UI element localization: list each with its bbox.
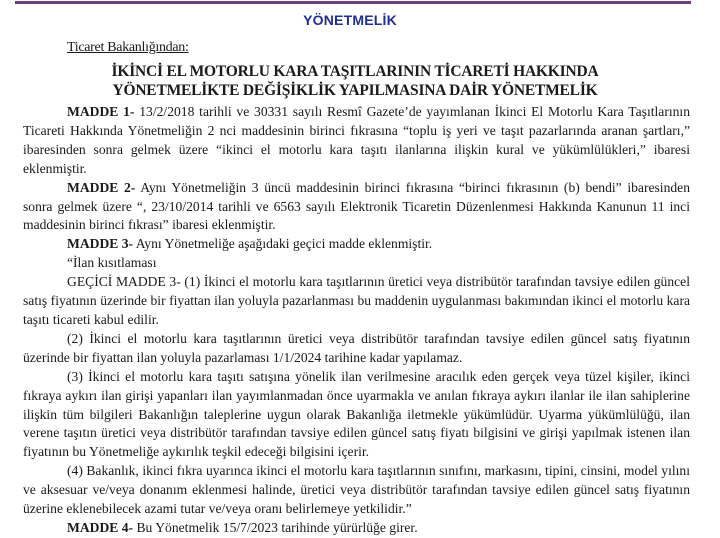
issuing-ministry: Ticaret Bakanlığından: [67, 40, 189, 55]
article-4-label: MADDE 4- [67, 519, 134, 535]
article-1-label: MADDE 1- [67, 104, 135, 119]
provisional-paragraph-4: (4) Bakanlık, ikinci fıkra uyarınca ikinci el motorlu kara taşıtlarının sınıfını, markasını, tipini, cinsini, model yılını ve aksesuar ve/veya donanım eklenmesi halinde, üretici veya distribütör tarafından tavsiye edilen güncel satış fiyatının üzerine eklenebilecek azami tutar ve/veya oranı belirlemeye yetkilidir.” [23, 463, 690, 517]
article-2 [23, 179, 690, 236]
article-4-text: Bu Yönetmelik 15/7/2023 tarihinde yürürlüğe girer. [133, 519, 418, 535]
provisional-paragraph-1: GEÇİCİ MADDE 3- (1) İkinci el motorlu kara taşıtlarının üretici veya distribütör tarafından tavsiye edilen güncel satış fiyatının üzerinde bir fiyattan ilan yoluyla pazarlanması bu maddenin uygulanması bakımından ikinci el motorlu kara taşıtı ticareti kabul edilir. [23, 274, 690, 327]
article-4 [23, 519, 690, 538]
document-body [23, 103, 690, 538]
document-type-heading: YÖNETMELİK [303, 12, 397, 28]
provisional-paragraph-2: (2) İkinci el motorlu kara taşıtlarının üretici veya distribütör tarafından tavsiye edilen güncel satış fiyatının üzerinde bir fiyattan ilan yoluyla pazarlaması 1/1/2024 tarihine kadar yapılamaz. [23, 330, 690, 365]
article-2-label: MADDE 2- [67, 179, 136, 195]
article-3-text: Aynı Yönetmeliğe aşağıdaki geçici madde eklenmiştir. [133, 236, 433, 252]
title-line-2: YÖNETMELİKTE DEĞİŞİKLİK YAPILMASINA DAİR YÖNETMELİK [112, 82, 598, 99]
provisional-paragraph-3: (3) İkinci el motorlu kara taşıtı satışına yönelik ilan verilmesine aracılık eden gerçek veya tüzel kişiler, ikinci fıkraya aykırı ilan girişi yapanları ilan yayımlanmadan önce uyarmakla ve anılan fıkraya aykırı ilanlar ile ilan sahiplerine ilişkin tüm bilgileri Bakanlığın taleplerine uygun olarak Bakanlığa iletmekle yükümlüdür. Uyarma yükümlülüğü, ilan verene taşıtın üretici veya distribütör tarafından tavsiye edilen güncel satış fiyatı bilgisini ve girişi yapılmak istenen ilan fiyatının bu Yönetmeliğe aykırılık teşkil edeceği bilgisini içerir. [23, 368, 690, 460]
provisional-heading: “İlan kısıtlaması [67, 255, 157, 271]
article-2-text: Aynı Yönetmeliğin 3 üncü maddesinin birinci fıkrasına “birinci fıkrasının (b) bendi” ibaresinden sonra gelmek üzere “, 23/10/2014 tarihli ve 6563 sayılı Elektronik Ticaretin Düzenlenmesi Hakkında Kanunun 11 inci maddesinin birinci fıkrası” ibaresi eklenmiştir. [23, 179, 691, 233]
article-1-text: 13/2/2018 tarihli ve 30331 sayılı Resmî Gazete’de yayımlanan İkinci El Motorlu Kara Taşıtlarının Ticareti Hakkında Yönetmeliğin 2 nci maddesinin birinci fıkrasına “toplu iş yeri ve taşıt pazarlarında aranan şartları,” ibaresinden sonra gelmek üzere “ikinci el motorlu kara taşıtı ilanlarına ilişkin kural ve yükümlülükleri,” ibaresi eklenmiştir. [23, 104, 690, 176]
article-1 [23, 103, 690, 179]
regulation-title [0, 62, 710, 100]
top-divider [15, 1, 691, 4]
article-3-label: MADDE 3- [67, 236, 134, 252]
article-3 [23, 235, 690, 254]
title-line-1: İKİNCİ EL MOTORLU KARA TAŞITLARININ TİCARETİ HAKKINDA [111, 63, 599, 80]
